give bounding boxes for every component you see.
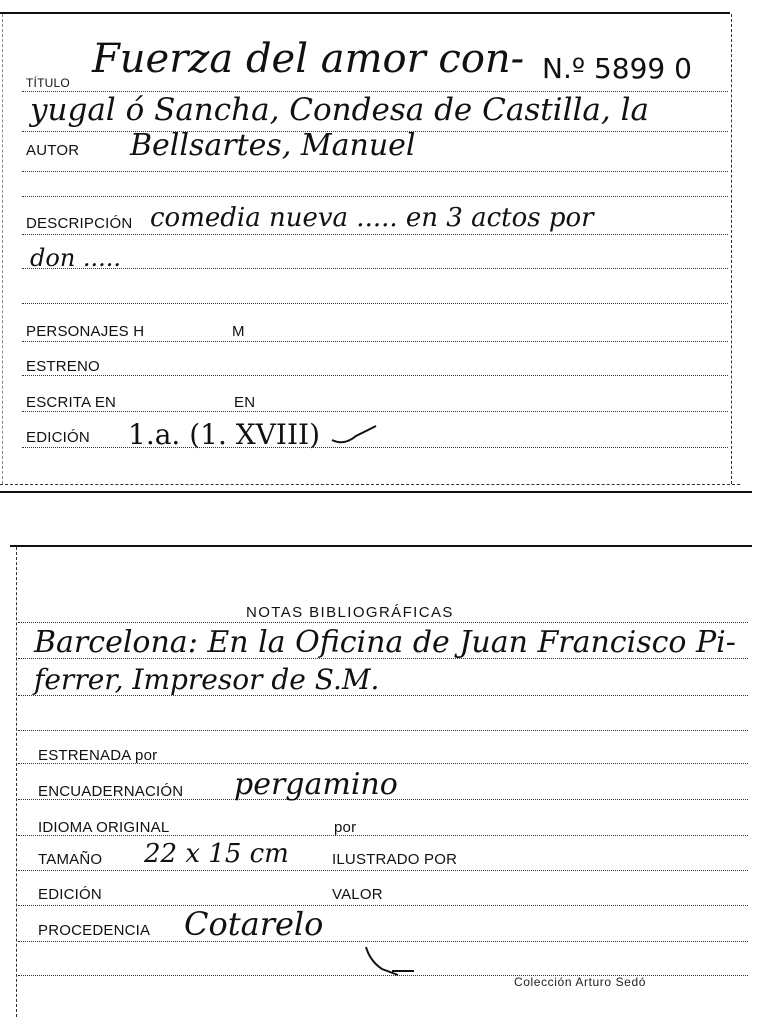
encuadernacion-label: ENCUADERNACIÓN (38, 783, 184, 800)
rule-line (22, 171, 728, 172)
rule-line (18, 870, 748, 871)
valor-label: VALOR (332, 886, 383, 903)
idioma-por-label: por (334, 819, 357, 836)
card-left-edge (16, 547, 17, 1017)
notas-line1: Barcelona: En la Oficina de Juan Francisco Pi- (34, 625, 736, 660)
estreno-label: ESTRENO (26, 358, 100, 375)
titulo-label: TÍTULO (26, 76, 70, 90)
escrita-en-label: ESCRITA EN (26, 394, 117, 411)
rule-line (22, 303, 728, 304)
descripcion-value-line2: don ..... (30, 244, 122, 272)
rule-line (18, 905, 748, 906)
rule-line (22, 375, 728, 376)
tamano-label: TAMAÑO (38, 851, 103, 868)
notas-bibliograficas-heading: NOTAS BIBLIOGRÁFICAS (246, 604, 454, 621)
catalog-card-bottom (0, 545, 752, 1028)
rule-line (22, 411, 728, 412)
descripcion-label: DESCRIPCIÓN (26, 215, 133, 232)
rule-line (18, 730, 748, 731)
rule-line (22, 268, 728, 269)
descripcion-value-line1: comedia nueva ..... en 3 actos por (150, 203, 594, 233)
escrita-en-second-label: EN (234, 394, 256, 411)
procedencia-label: PROCEDENCIA (38, 922, 151, 939)
edicion-label: EDICIÓN (26, 429, 90, 446)
personajes-h-label: PERSONAJES H (26, 323, 145, 340)
titulo-value-line2: yugal ó Sancha, Condesa de Castilla, la (30, 92, 650, 128)
edicion-value: 1.a. (1. XVIII) (128, 418, 321, 451)
rule-line (22, 341, 728, 342)
tamano-value: 22 x 15 cm (144, 839, 289, 869)
titulo-value-line1: Fuerza del amor con- (92, 36, 525, 82)
autor-label: AUTOR (26, 142, 80, 159)
rule-line (22, 196, 728, 197)
rule-line (18, 622, 748, 623)
catalog-card-top (0, 0, 752, 492)
pen-stroke-mark (362, 943, 422, 979)
card-top-edge (0, 12, 730, 14)
card-top-edge (10, 545, 752, 547)
card-right-edge (731, 14, 732, 484)
estrenada-por-label: ESTRENADA por (38, 747, 158, 764)
catalog-number: N.º 5899 0 (542, 52, 692, 85)
rule-line (18, 941, 748, 942)
card-bottom-edge (0, 491, 752, 493)
ilustrado-por-label: ILUSTRADO POR (332, 851, 458, 868)
rule-line (0, 484, 740, 485)
procedencia-value: Cotarelo (184, 905, 324, 943)
notas-line2: ferrer, Impresor de S.M. (34, 663, 380, 696)
encuadernacion-value: pergamino (234, 767, 398, 802)
card-left-edge (2, 14, 3, 484)
autor-value: Bellsartes, Manuel (130, 128, 416, 163)
idioma-original-label: IDIOMA ORIGINAL (38, 819, 170, 836)
collection-stamp: Colección Arturo Sedó (514, 975, 647, 989)
rule-line (22, 234, 728, 235)
personajes-m-label: M (232, 323, 245, 340)
edicion-label: EDICIÓN (38, 886, 102, 903)
pen-stroke-mark (330, 422, 380, 450)
